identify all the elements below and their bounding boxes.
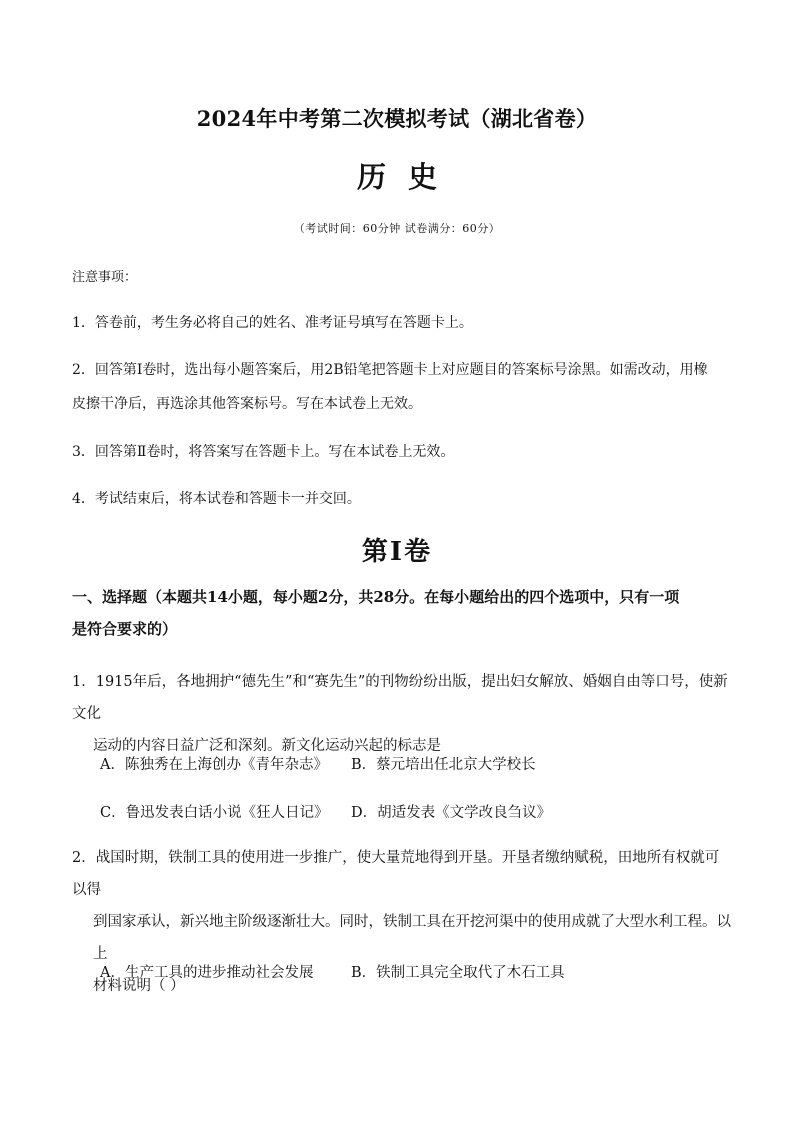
notice-item-3: 3．回答第Ⅱ卷时，将答案写在答题卡上。写在本试卷上无效。 bbox=[72, 444, 455, 460]
question-1-stem bbox=[72, 666, 732, 762]
question-2-option-a: A．生产工具的进步推动社会发展 bbox=[100, 965, 314, 981]
question-1-stem-line1: 1．1915年后，各地拥护“德先生”和“赛先生”的刊物纷纷出版，提出妇女解放、婚姻自由等口号，使新文化 bbox=[72, 674, 728, 722]
subject-title: 历史 bbox=[356, 160, 459, 194]
question-1-option-a: A．陈独秀在上海创办《青年杂志》 bbox=[100, 757, 328, 773]
question-1-option-d: D．胡适发表《文学改良刍议》 bbox=[351, 805, 552, 821]
question-1-option-b: B．蔡元培出任北京大学校长 bbox=[351, 757, 536, 773]
notice-title: 注意事项： bbox=[72, 270, 138, 285]
question-2-stem-line2: 到国家承认，新兴地主阶级逐渐壮大。同时，铁制工具在开挖河渠中的使用成就了大型水利工程。以上 bbox=[93, 914, 731, 962]
notice-item-4: 4．考试结束后，将本试卷和答题卡一并交回。 bbox=[72, 491, 361, 507]
part-instruction-line1: 一、选择题（本题共14小题，每小题2分，共28分。在每小题给出的四个选项中，只有一项 bbox=[72, 588, 680, 606]
notice-item-2 bbox=[72, 353, 708, 421]
question-2-option-b: B．铁制工具完全取代了木石工具 bbox=[351, 965, 565, 981]
part-instruction bbox=[72, 581, 732, 645]
question-1-option-c: C．鲁迅发表白话小说《狂人日记》 bbox=[100, 805, 329, 821]
notice-item-1: 1．答卷前，考生务必将自己的姓名、准考证号填写在答题卡上。 bbox=[72, 315, 473, 331]
section-heading: 第Ⅰ卷 bbox=[361, 537, 433, 567]
notice-item-2-line1: 2．回答第Ⅰ卷时，选出每小题答案后，用2B铅笔把答题卡上对应题目的答案标号涂黑。如需改动，用橡 bbox=[72, 362, 708, 378]
question-2-stem-line1: 2．战国时期，铁制工具的使用进一步推广，使大量荒地得到开垦。开垦者缴纳赋税，田地所有权就可以得 bbox=[72, 850, 720, 898]
question-1-stem-line2: 运动的内容日益广泛和深刻。新文化运动兴起的标志是 bbox=[93, 738, 441, 754]
question-2-stem-line3: 材料说明（ ） bbox=[93, 978, 185, 994]
part-instruction-line2: 是符合要求的） bbox=[72, 620, 178, 638]
exam-title: 2024年中考第二次模拟考试（湖北省卷） bbox=[196, 106, 598, 131]
exam-time-info: （考试时间：60分钟 试卷满分：60分） bbox=[293, 222, 501, 235]
notice-item-2-line2: 皮擦干净后，再选涂其他答案标号。写在本试卷上无效。 bbox=[72, 396, 422, 412]
